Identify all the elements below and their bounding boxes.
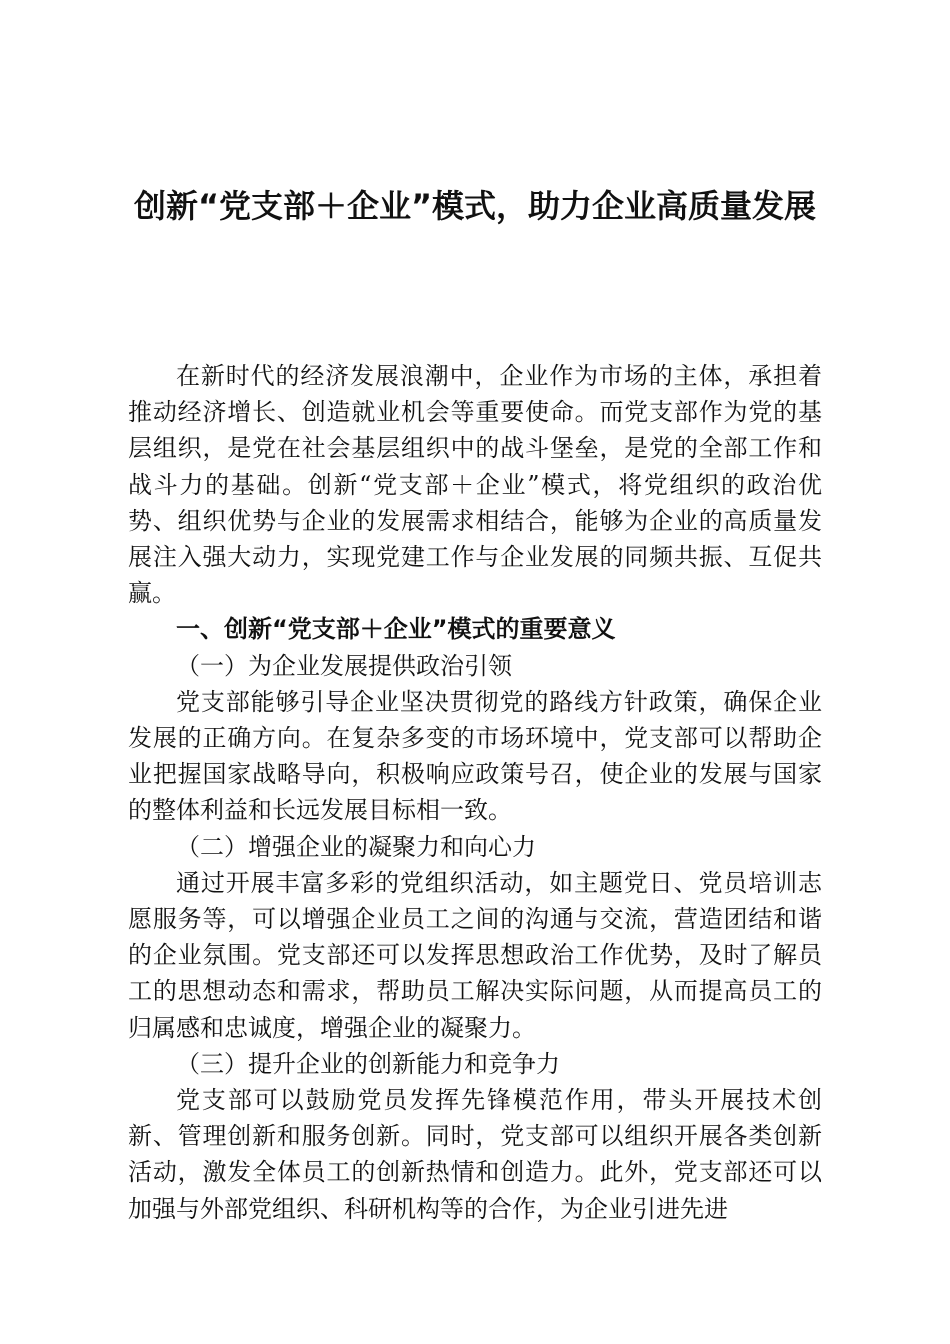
document-body [128, 358, 822, 1227]
paragraph-political-guidance: 党支部能够引导企业坚决贯彻党的路线方针政策，确保企业发展的正确方向。在复杂多变的市场环境中，党支部可以帮助企业把握国家战略导向，积极响应政策号召，使企业的发展与国家的整体利益和长远发展目标相一致。 [128, 687, 822, 825]
subsection-heading-2: （二）增强企业的凝聚力和向心力 [176, 832, 536, 861]
paragraph-innovation: 党支部可以鼓励党员发挥先锋模范作用，带头开展技术创新、管理创新和服务创新。同时，党支部可以组织开展各类创新活动，激发全体员工的创新热情和创造力。此外，党支部还可以加强与外部党组织、科研机构等的合作，为企业引进先进 [128, 1086, 822, 1223]
subsection-heading-3: （三）提升企业的创新能力和竞争力 [176, 1049, 560, 1078]
subsection-heading-1: （一）为企业发展提供政治引领 [176, 651, 512, 680]
section-heading-1: 一、创新“党支部＋企业”模式的重要意义 [176, 615, 616, 644]
paragraph-cohesion: 通过开展丰富多彩的党组织活动，如主题党日、党员培训志愿服务等，可以增强企业员工之间的沟通与交流，营造团结和谐的企业氛围。党支部还可以发挥思想政治工作优势，及时了解员工的思想动态和需求，帮助员工解决实际问题，从而提高员工的归属感和忠诚度，增强企业的凝聚力。 [128, 868, 822, 1042]
document-title: 创新“党支部＋企业”模式，助力企业高质量发展 [133, 187, 817, 225]
paragraph-intro: 在新时代的经济发展浪潮中，企业作为市场的主体，承担着推动经济增长、创造就业机会等重要使命。而党支部作为党的基层组织，是党在社会基层组织中的战斗堡垒，是党的全部工作和战斗力的基础。创新“党支部＋企业”模式，将党组织的政治优势、组织优势与企业的发展需求相结合，能够为企业的高质量发展注入强大动力，实现党建工作与企业发展的同频共振、互促共赢。 [128, 362, 822, 608]
